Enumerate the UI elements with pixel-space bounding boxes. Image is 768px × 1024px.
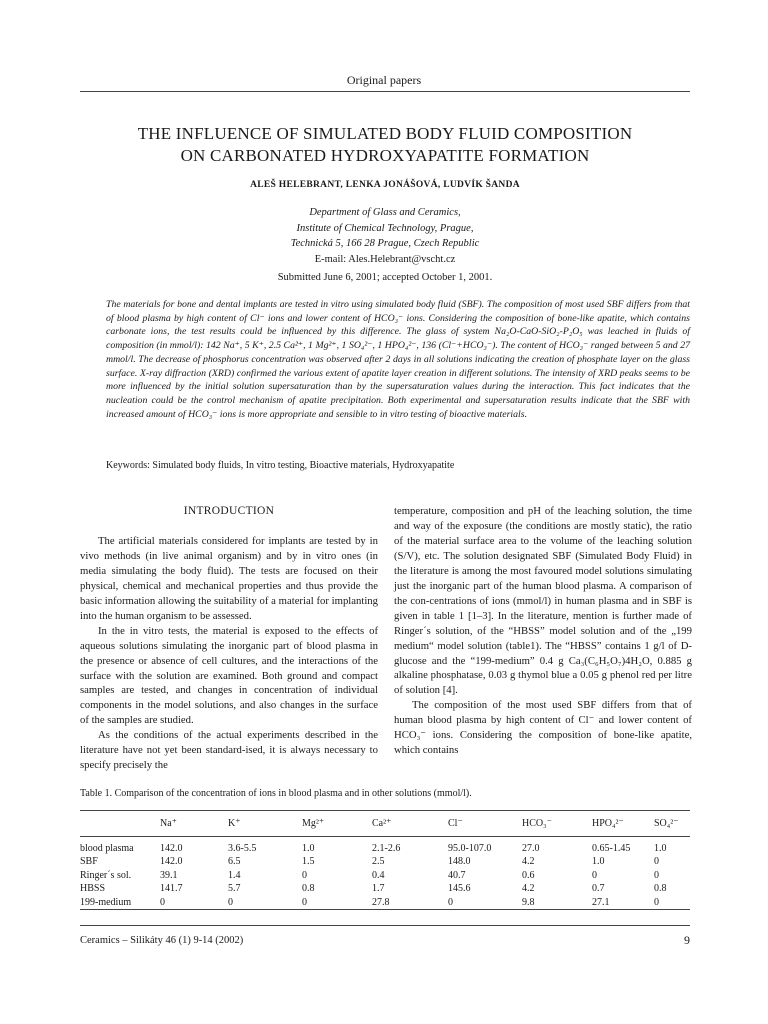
table-cell: 39.1 — [160, 869, 178, 881]
table-cell: SBF — [80, 856, 98, 868]
affiliation-address: Technická 5, 166 28 Prague, Czech Republic — [290, 238, 480, 249]
table-cell: 1.7 — [372, 883, 385, 895]
table-cell: 3.6-5.5 — [228, 843, 257, 854]
table-cell: 141.7 — [160, 883, 183, 895]
affiliation-department: Department of Glass and Ceramics, — [309, 207, 461, 218]
journal-citation: Ceramics – Silikáty 46 (1) 9-14 (2002) — [80, 935, 244, 946]
table-cell: 27.1 — [592, 896, 610, 908]
column-header: SO₄²⁻ — [654, 818, 679, 829]
section-heading-introduction: INTRODUCTION — [183, 505, 275, 517]
table-cell: 142.0 — [160, 843, 183, 854]
table-cell: 142.0 — [160, 856, 183, 868]
table-cell: 0 — [654, 856, 659, 868]
column-header: HPO₄²⁻ — [592, 818, 624, 829]
column-header: Ca²⁺ — [372, 818, 392, 829]
paper-title — [80, 123, 690, 167]
paragraph: The artificial materials considered for implants are tested by in vivo methods (in live animal organism) and by in vitro ones (in media simulating the body fluid). The tests are focused on their physical, chemical and mechanical properties and thus provide the basic information allowing the suitability of a material for implanting into the human organism to be assessed. — [80, 534, 378, 622]
affiliation — [80, 205, 690, 267]
table-cell: 95.0-107.0 — [448, 843, 492, 854]
table-cell: 9.8 — [522, 896, 535, 908]
table-cell: 2.1-2.6 — [372, 843, 401, 854]
affiliation-institute: Institute of Chemical Technology, Prague, — [296, 222, 474, 234]
table-cell: Ringer´s sol. — [80, 869, 132, 881]
table-cell: 0.6 — [522, 869, 535, 881]
table-row — [80, 896, 690, 910]
table-cell: 0 — [448, 896, 453, 908]
table-row — [80, 869, 690, 882]
table-cell: HBSS — [80, 883, 106, 895]
author-email: E-mail: Ales.Helebrant@vscht.cz — [314, 253, 456, 265]
column-header: Mg²⁺ — [302, 818, 325, 829]
title-line-1: THE INFLUENCE OF SIMULATED BODY FLUID COMPOSITION — [137, 124, 633, 143]
footer-rule — [80, 925, 690, 926]
column-header: K⁺ — [228, 818, 241, 829]
table-cell: 1.5 — [302, 856, 315, 868]
paragraph: As the conditions of the actual experiments described in the literature have not yet been standard-ised, it is always necessary to specify precisely the — [80, 729, 378, 772]
table-cell: 27.8 — [372, 896, 390, 908]
table-cell: 0.65-1.45 — [592, 843, 631, 854]
running-head: Original papers — [346, 73, 422, 87]
table-cell: 0 — [654, 869, 659, 881]
left-column — [80, 504, 378, 773]
column-header: HCO₃⁻ — [522, 818, 552, 829]
title-line-2: ON CARBONATED HYDROXYAPATITE FORMATION — [180, 146, 590, 165]
table-cell: 0 — [160, 896, 165, 908]
table-header-row — [80, 811, 690, 837]
table-row — [80, 837, 690, 856]
table-cell: blood plasma — [80, 843, 134, 854]
table-cell: 145.6 — [448, 883, 471, 895]
table-cell: 1.4 — [228, 869, 241, 881]
table-cell: 0.8 — [654, 883, 667, 895]
right-column — [394, 504, 692, 758]
table-cell: 199-medium — [80, 896, 132, 908]
table-cell: 4.2 — [522, 883, 535, 895]
table-cell: 1.0 — [592, 856, 605, 868]
paragraph: In the in vitro tests, the material is exposed to the effects of aqueous solutions simulating the inorganic part of blood plasma in the presence or absence of cell cultures, and the interactions of the surface with the solution are examined. Both ground and compact samples are tested, and changes in concentration of individual components in the model solutions, and also changes in the surface of the samples are studied. — [80, 624, 378, 727]
table-cell: 1.0 — [654, 843, 667, 854]
table-caption: Table 1. Comparison of the concentration of ions in blood plasma and in other solutions (mmol/l). — [80, 788, 472, 799]
page-number: 9 — [684, 933, 690, 947]
header-rule — [80, 91, 690, 92]
table-row — [80, 855, 690, 868]
table-cell: 0 — [302, 896, 307, 908]
column-header: Na⁺ — [160, 818, 177, 829]
table-cell: 5.7 — [228, 883, 241, 895]
column-header: Cl⁻ — [448, 818, 463, 829]
table-cell: 0 — [654, 896, 659, 908]
table-cell: 148.0 — [448, 856, 471, 868]
table-cell: 27.0 — [522, 843, 540, 854]
table-cell: 1.0 — [302, 843, 315, 854]
table-cell: 4.2 — [522, 856, 535, 868]
keywords: Keywords: Simulated body fluids, In vitro testing, Bioactive materials, Hydroxyapatite — [106, 460, 455, 471]
table-cell: 0.7 — [592, 883, 605, 895]
authors: ALEŠ HELEBRANT, LENKA JONÁŠOVÁ, LUDVÍK ŠANDA — [250, 180, 520, 190]
table-cell: 2.5 — [372, 856, 385, 868]
table-row — [80, 882, 690, 895]
paragraph: temperature, composition and pH of the leaching solution, the time and way of the exposure (the conditions are mostly static), the ratio of the material surface area to the volume of the leaching solution (S/V), etc. The solution designated SBF (Simulated Body Fluid) in the literature is among the most favoured model solutions simulating just the inorganic part of the human blood plasma. A comparison of the con-centrations of ions (mmol/l) in human plasma and in SBF is given in table 1 [1–3]. In the literature, mention is further made of Ringer´s solution, of the “HBSS” model solution and of the „199 medium“ model solution (table1). The “HBSS” contains 1 g/l of D-glucose and the “199-medium” 0.4 g Ca₃(C₆H₅O₇)4H₂O, 0.885 g alkaline phosphatase, 0.03 g thymol blue a 0.05 g phenol red per litre of solution [4]. — [394, 505, 692, 697]
table-cell: 0 — [302, 869, 307, 881]
ion-concentration-table — [80, 810, 690, 910]
table-cell: 6.5 — [228, 856, 241, 868]
column-header — [80, 811, 160, 837]
table-cell: 0 — [592, 869, 597, 881]
table-cell: 0.8 — [302, 883, 315, 895]
paragraph: The composition of the most used SBF differs from that of human blood plasma by high content of Cl⁻ and lower content of HCO₃⁻ ions. Considering the composition of bone-like apatite, which contains — [394, 699, 692, 757]
abstract: The materials for bone and dental implants are tested in vitro using simulated body fluid (SBF). The composition of most used SBF differs from that of blood plasma by high content of Cl⁻ ions and lower content of HCO₃⁻ ions. Considering the composition of bone-like apatite, which contains carbonate ions, the test results could be influenced by this difference. The glass of system Na₂O-CaO-SiO₂-P₂O₅ was leached in fluids of composition (in mmol/l): 142 Na⁺, 5 K⁺, 2.5 Ca²⁺, 1 Mg²⁺, 1 SO₄²⁻, 1 HPO₄²⁻, 136 (Cl⁻+HCO₃⁻). The content of HCO₃⁻ ranged between 5 and 27 mmol/l. The decrease of phosphorus concentration was observed after 2 days in all solutions indicating the creation of phosphate layer on the glass surface. X-ray diffraction (XRD) confirmed the various extent of apatite layer creation in different solutions. The intensity of XRD peaks seems to be more influenced by the initial solution supersaturation than by the supersaturation values during the interaction. This fact indicates that the nucleation could be the control mechanism of apatite precipitation. Both experimental and supersaturation results indicate that the SBF with increased amount of HCO₃⁻ ions is more appropriate and sensible to in vitro testing of bioactive materials. — [106, 299, 690, 420]
table-cell: 0.4 — [372, 869, 385, 881]
table-cell: 40.7 — [448, 869, 466, 881]
table-cell: 0 — [228, 896, 233, 908]
submission-dates: Submitted June 6, 2001; accepted October 1, 2001. — [277, 272, 493, 283]
